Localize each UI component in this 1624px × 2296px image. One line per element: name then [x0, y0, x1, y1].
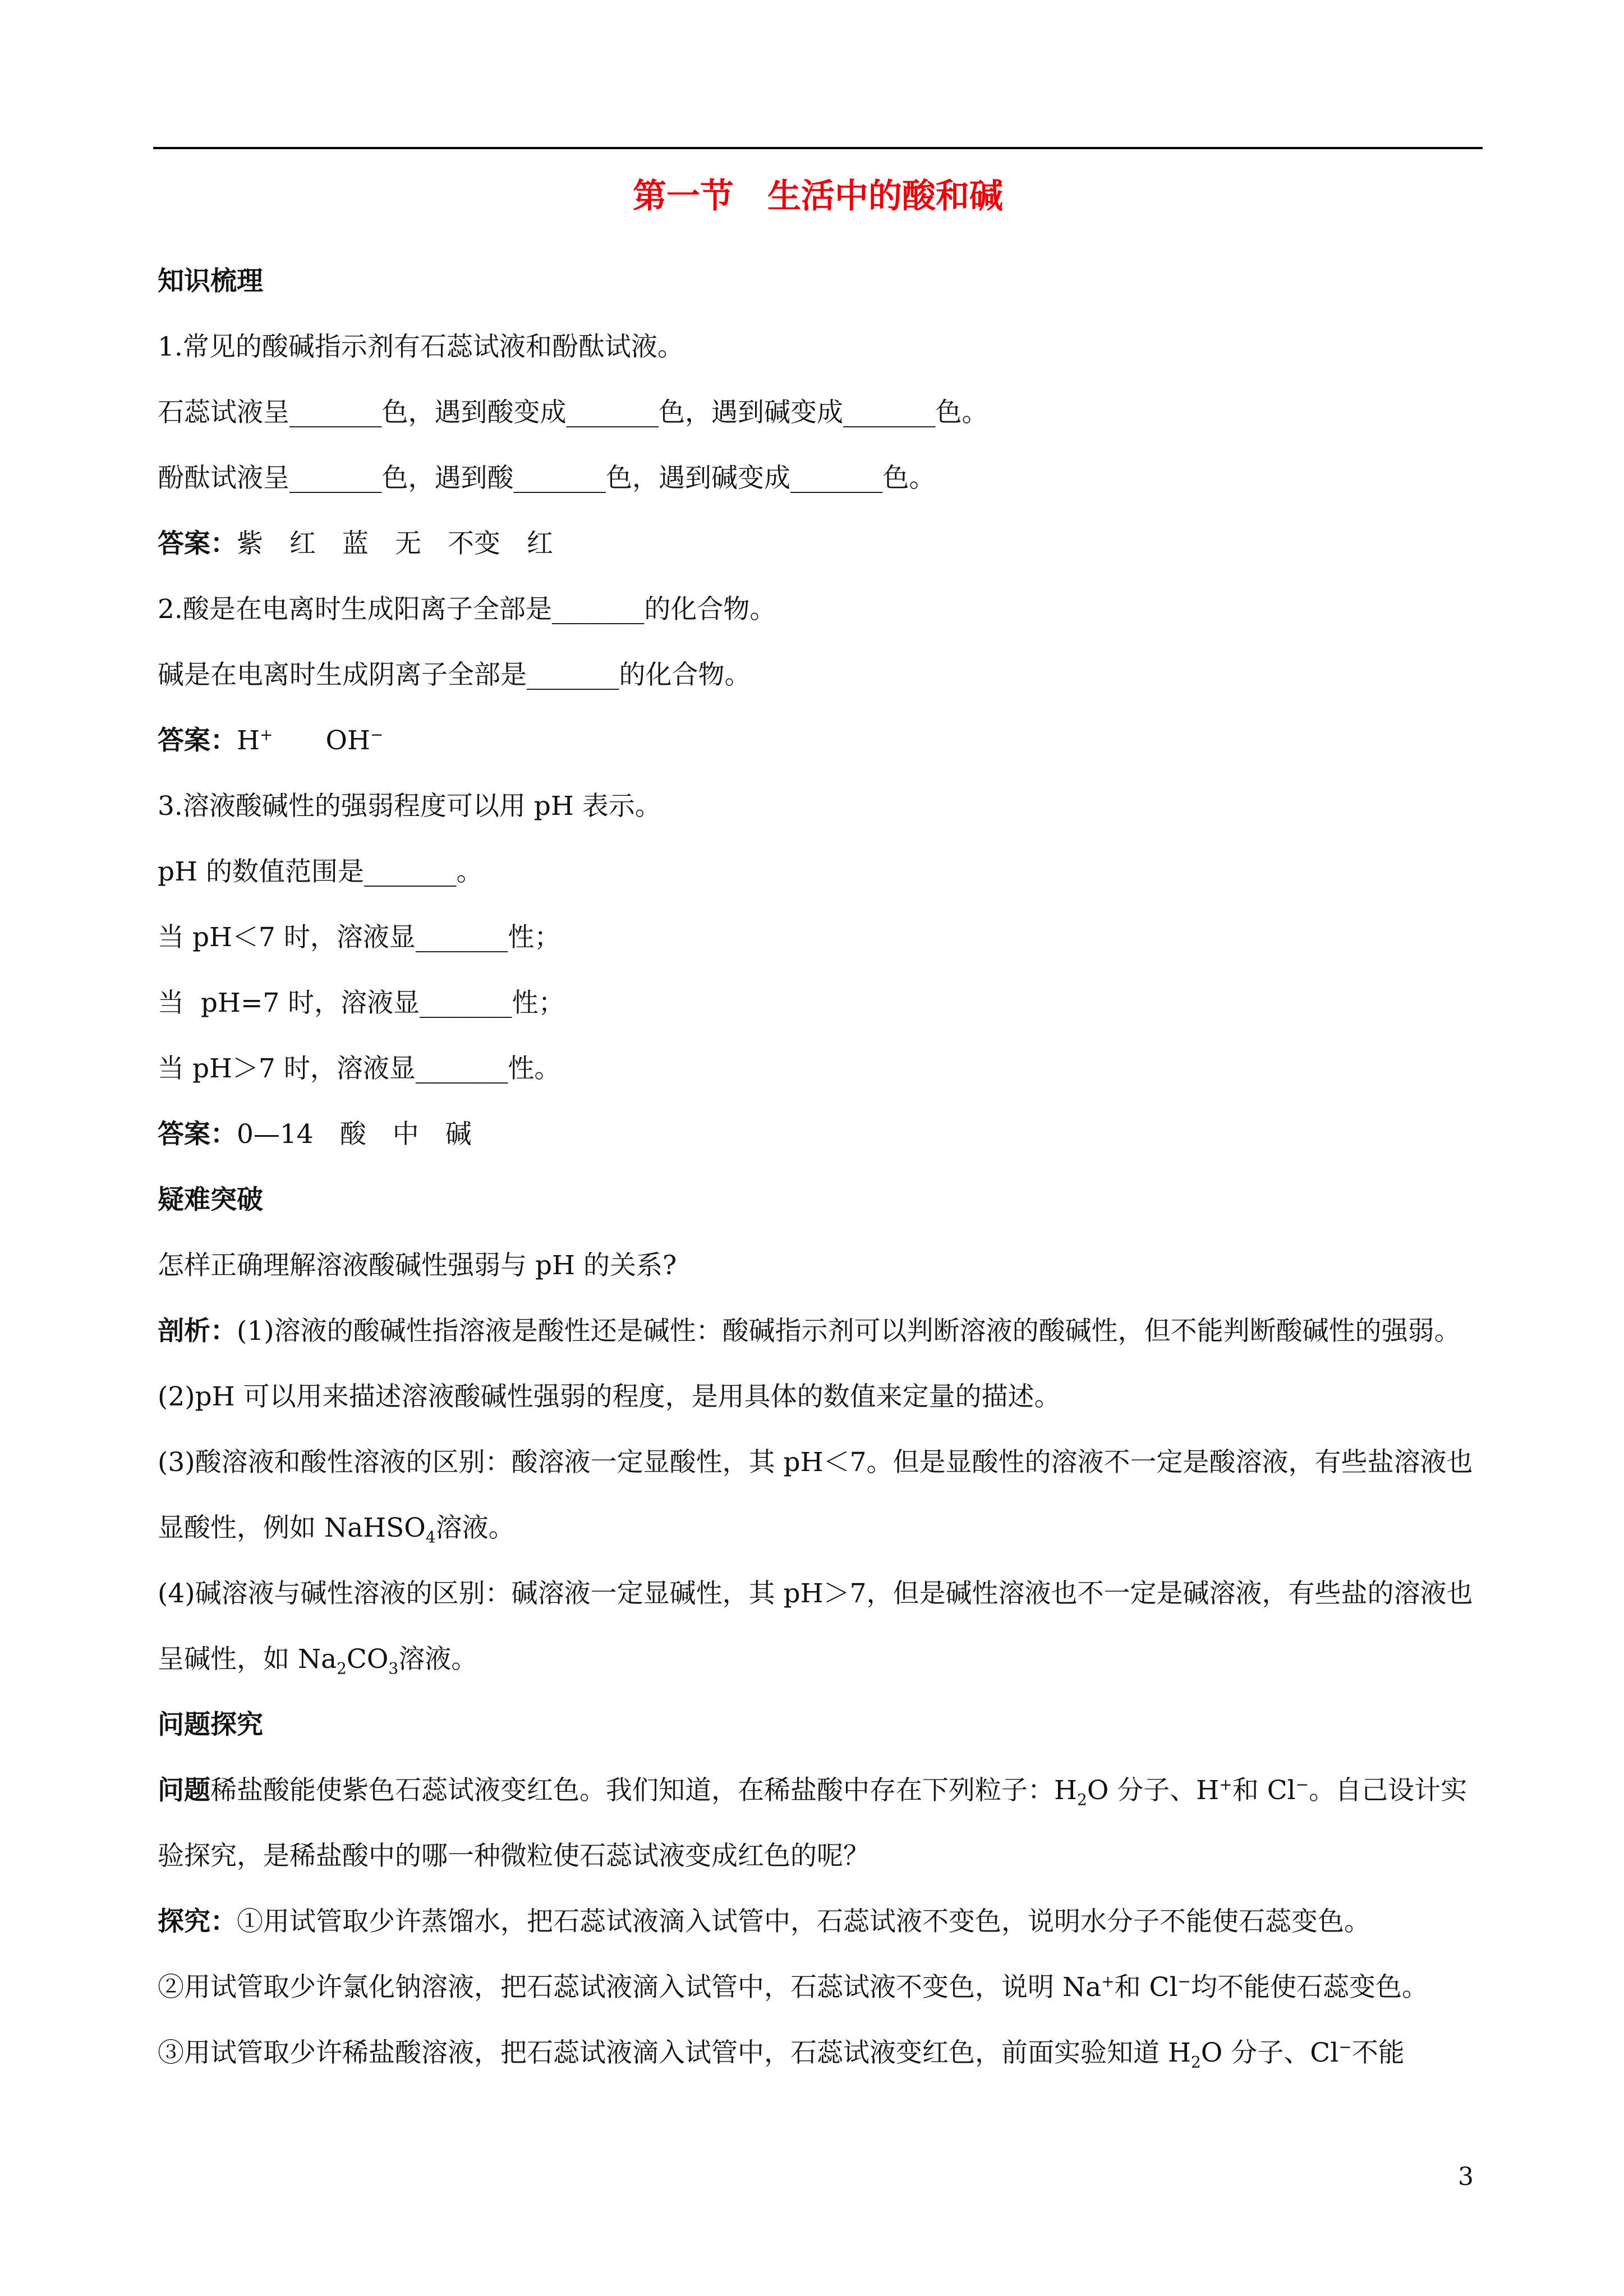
q3-intro: 3.溶液酸碱性的强弱程度可以用 pH 表示。	[158, 791, 661, 822]
subscript: 2	[1077, 1790, 1087, 1809]
answer-label: 答案：	[158, 1119, 237, 1150]
superscript: −	[1338, 2037, 1352, 2057]
difficulty-question: 怎样正确理解溶液酸碱性强弱与 pH 的关系?	[158, 1250, 677, 1281]
superscript: +	[1101, 1972, 1115, 1991]
q1-answer	[158, 511, 1482, 577]
q1-intro: 1.常见的酸碱指示剂有石蕊试液和酚酞试液。	[158, 331, 684, 362]
section-title: 第一节 生活中的酸和碱	[633, 177, 1003, 216]
question-label: 问题	[158, 1775, 210, 1806]
answer-label: 答案：	[158, 528, 237, 559]
q1-phenolphthalein: 酚酞试液呈_______色，遇到酸_______色，遇到碱变成_______色。	[158, 463, 936, 494]
q2-base: 碱是在电离时生成阴离子全部是_______的化合物。	[158, 660, 751, 690]
subscript: 4	[425, 1528, 436, 1547]
inquiry-block	[158, 1758, 1482, 2086]
q1-litmus: 石蕊试液呈_______色，遇到酸变成_______色，遇到碱变成_______色。	[158, 397, 988, 428]
q3-range: pH 的数值范围是_______。	[158, 856, 483, 887]
inquiry-step-2: ②用试管取少许氯化钠溶液，把石蕊试液滴入试管中，石蕊试液不变色，说明 Na+和 Cl−均不能使石蕊变色。	[158, 1972, 1428, 2003]
analysis-p4: (4)碱溶液与碱性溶液的区别：碱溶液一定显碱性，其 pH＞7，但是碱性溶液也不一定是碱溶液，有些盐的溶液也呈碱性，如 $Na_2CO_3$溶液。	[158, 1578, 1473, 1678]
document-body	[158, 248, 1482, 2086]
inquiry-step-3: ③用试管取少许稀盐酸溶液，把石蕊试液滴入试管中，石蕊试液变红色，前面实验知道 $H_2O$ 分子、Cl−不能	[158, 2037, 1405, 2072]
analysis-p3: (3)酸溶液和酸性溶液的区别：酸溶液一定显酸性，其 pH＜7。但是显酸性的溶液不一定是酸溶液，有些盐溶液也显酸性，例如 NaHSO$_4$溶液。	[158, 1447, 1473, 1547]
heading-inquiry: 问题探究	[158, 1709, 263, 1740]
q2-acid: 2.酸是在电离时生成阳离子全部是_______的化合物。	[158, 594, 776, 625]
subscript: 3	[388, 1659, 399, 1678]
superscript: −	[1177, 1972, 1191, 1991]
heading-difficulty: 疑难突破	[158, 1184, 263, 1215]
analysis-p1: 剖析：(1)溶液的酸碱性指溶液是酸性还是碱性：酸碱指示剂可以判断溶液的酸碱性，但不能判断酸碱性的强弱。	[158, 1316, 1461, 1347]
q3-less-than-7: 当 pH＜7 时，溶液显_______性；	[158, 922, 561, 953]
answer-text: 0—14 酸 中 碱	[237, 1119, 472, 1150]
subscript: 2	[337, 1659, 347, 1678]
superscript: +	[260, 725, 273, 744]
heading-knowledge-review: 知识梳理	[158, 266, 263, 297]
subscript: 2	[1190, 2053, 1201, 2072]
q3-answer	[158, 1101, 1482, 1167]
q2-answer	[158, 708, 1482, 773]
answer-h: H	[237, 725, 260, 756]
inquiry-label: 探究：	[158, 1906, 237, 1937]
superscript: +	[1219, 1775, 1232, 1794]
page-number: 3	[1458, 2163, 1474, 2191]
analysis-p2: (2)pH 可以用来描述溶液酸碱性强弱的程度，是用具体的数值来定量的描述。	[158, 1381, 1061, 1412]
header-rule	[153, 147, 1483, 149]
q3-equal-7: 当 pH=7 时，溶液显_______性；	[158, 988, 565, 1018]
answer-label: 答案：	[158, 725, 237, 756]
analysis-block	[158, 1298, 1482, 1692]
analysis-label: 剖析：	[158, 1316, 237, 1347]
answer-oh: OH	[325, 725, 370, 756]
superscript: −	[1295, 1775, 1309, 1794]
q3-greater-than-7: 当 pH＞7 时，溶液显_______性。	[158, 1053, 561, 1084]
superscript: −	[370, 725, 384, 744]
answer-text: 紫 红 蓝 无 不变 红	[237, 528, 553, 559]
inquiry-question: 问题稀盐酸能使紫色石蕊试液变红色。我们知道，在稀盐酸中存在下列粒子：$H_2O$ 分子、H+和 Cl−。自己设计实验探究，是稀盐酸中的哪一种微粒使石蕊试液变成红色的呢？	[158, 1775, 1467, 1871]
inquiry-step-1: 探究：①用试管取少许蒸馏水，把石蕊试液滴入试管中，石蕊试液不变色，说明水分子不能使石蕊变色。	[158, 1906, 1370, 1937]
